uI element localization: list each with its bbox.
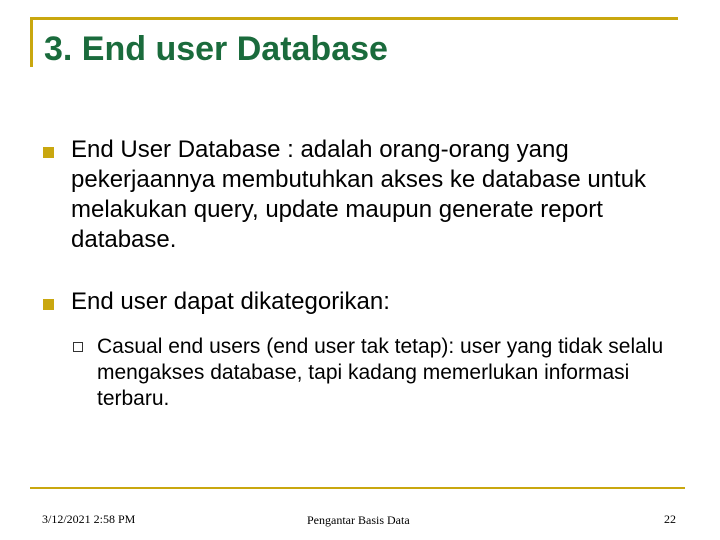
footer-page-number: 22: [664, 512, 676, 526]
bullet-text: End user dapat dikategorikan:: [71, 288, 390, 315]
bullet-square-icon: [43, 299, 54, 310]
bullet-text: End User Database : adalah orang-orang yang pekerjaannya membutuhkan akses ke database untuk melakukan query, update maupun generate report database.: [71, 136, 647, 253]
footer-divider: [30, 487, 685, 489]
sub-bullet-text: Casual end users (end user tak tetap): user yang tidak selalu mengakses database, tapi kadang memerlukan informasi terbaru.: [97, 335, 664, 410]
sub-bullet-hollow-square-icon: [73, 342, 83, 352]
footer-center-text: Pengantar Basis Data: [307, 513, 410, 527]
slide-title: 3. End user Database: [44, 30, 388, 68]
footer-datetime: 3/12/2021 2:58 PM: [42, 512, 136, 526]
slide-frame-top-line: [30, 17, 678, 20]
bullet-square-icon: [43, 147, 54, 158]
slide-frame-left-line: [30, 17, 33, 67]
